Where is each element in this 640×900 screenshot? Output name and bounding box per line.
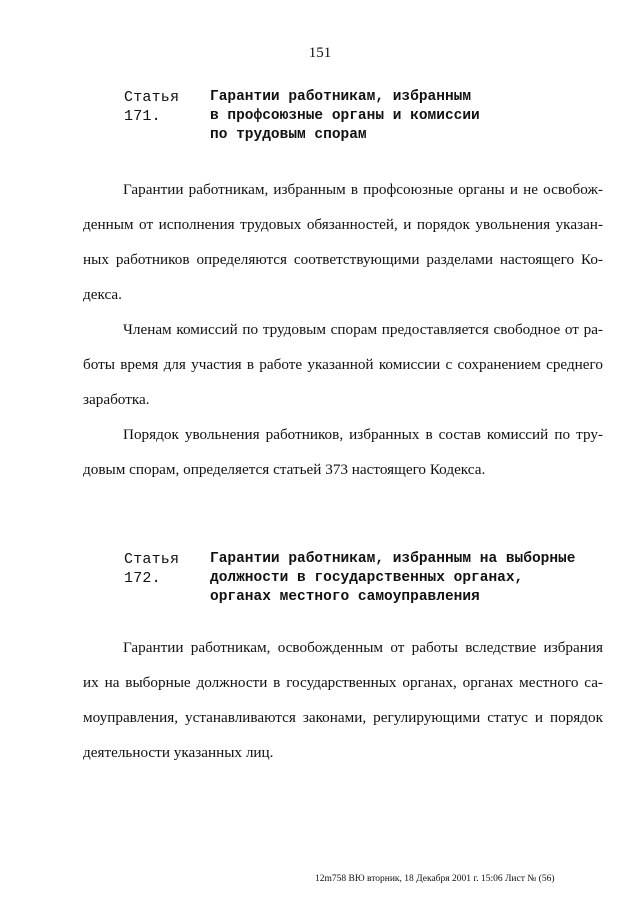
paragraph-line: Гарантии работникам, освобожденным от работы вследствие избрания bbox=[123, 639, 603, 656]
article-title-line: Гарантии работникам, избранным bbox=[210, 89, 472, 105]
paragraph-line: декса. bbox=[83, 286, 122, 303]
article-title-line: должности в государственных органах, bbox=[210, 570, 524, 586]
paragraph-line: Гарантии работникам, избранным в профсоюзные органы и не освобож- bbox=[123, 181, 603, 198]
article-title bbox=[210, 88, 590, 145]
article-title-line: по трудовым спорам bbox=[210, 127, 367, 143]
article-title-line: в профсоюзные органы и комиссии bbox=[210, 108, 480, 124]
article-172-heading bbox=[124, 550, 604, 607]
article-171-heading bbox=[124, 88, 604, 145]
paragraph-line: ных работников определяются соответствующими разделами настоящего Ко- bbox=[83, 251, 603, 268]
paragraph-line: Членам комиссий по трудовым спорам предоставляется свободное от ра- bbox=[123, 321, 603, 338]
article-number: Статья 171. bbox=[124, 89, 180, 125]
article-171-paragraph-2 bbox=[83, 312, 603, 417]
article-172-paragraph-1 bbox=[83, 630, 603, 770]
article-title-line: Гарантии работникам, избранным на выборные bbox=[210, 551, 576, 567]
paragraph-line: деятельности указанных лиц. bbox=[83, 744, 274, 761]
paragraph-line: их на выборные должности в государственных органах, органах местного са- bbox=[83, 674, 603, 691]
page-number: 151 bbox=[308, 45, 332, 61]
article-171-paragraph-3 bbox=[83, 417, 603, 487]
paragraph-line: заработка. bbox=[83, 391, 150, 408]
article-title-line: органах местного самоуправления bbox=[210, 589, 480, 605]
print-footer: 12m758 ВЮ вторник, 18 Декабря 2001 г. 15:06 Лист № (56) bbox=[315, 874, 555, 884]
paragraph-line: моуправления, устанавливаются законами, регулирующими статус и порядок bbox=[83, 709, 603, 726]
paragraph-line: денным от исполнения трудовых обязанностей, и порядок увольнения указан- bbox=[83, 216, 603, 233]
article-171-paragraph-1 bbox=[83, 172, 603, 312]
paragraph-line: Порядок увольнения работников, избранных в состав комиссий по тру- bbox=[123, 426, 603, 443]
paragraph-line: довым спорам, определяется статьей 373 настоящего Кодекса. bbox=[83, 461, 486, 478]
article-title bbox=[210, 550, 590, 607]
paragraph-line: боты время для участия в работе указанной комиссии с сохранением среднего bbox=[83, 356, 603, 373]
article-number: Статья 172. bbox=[124, 551, 180, 587]
